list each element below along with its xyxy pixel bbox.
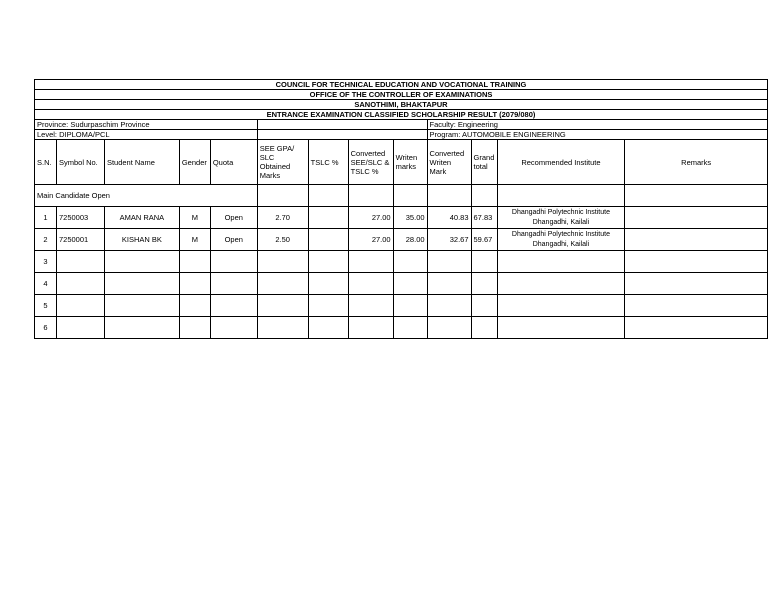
col-tslc: TSLC %: [308, 140, 348, 185]
table-row: 5: [35, 295, 768, 317]
info-blank: [257, 120, 427, 130]
program-label: Program: AUTOMOBILE ENGINEERING: [427, 130, 767, 140]
col-sn: S.N.: [35, 140, 57, 185]
col-written: Writen marks: [393, 140, 427, 185]
col-see: SEE GPA/ SLC Obtained Marks: [257, 140, 308, 185]
col-grand-total: Grand total: [471, 140, 497, 185]
info-blank: [257, 130, 427, 140]
province-label: Province: Sudurpaschim Province: [35, 120, 258, 130]
col-converted: Converted SEE/SLC & TSLC %: [348, 140, 393, 185]
table-row: 2 7250001 KISHAN BK M Open 2.50 27.00 28.00 32.67 59.67 Dhangadhi Polytechnic Institute Dhangadhi, Kailali: [35, 229, 768, 251]
col-symbol: Symbol No.: [56, 140, 104, 185]
table-row: 1 7250003 AMAN RANA M Open 2.70 27.00 35.00 40.83 67.83 Dhangadhi Polytechnic Institute Dhangadhi, Kailali: [35, 207, 768, 229]
col-name: Student Name: [104, 140, 179, 185]
institute-cell: Dhangadhi Polytechnic Institute Dhangadhi, Kailali: [497, 229, 625, 251]
col-gender: Gender: [179, 140, 210, 185]
institute-cell: Dhangadhi Polytechnic Institute Dhangadhi, Kailali: [497, 207, 625, 229]
result-table: [34, 79, 768, 339]
col-quota: Quota: [210, 140, 257, 185]
result-title: ENTRANCE EXAMINATION CLASSIFIED SCHOLARSHIP RESULT (2079/080): [35, 110, 768, 120]
table-row: 6: [35, 317, 768, 339]
council-title: COUNCIL FOR TECHNICAL EDUCATION AND VOCATIONAL TRAINING: [35, 80, 768, 90]
table-row: 3: [35, 251, 768, 273]
table-row: 4: [35, 273, 768, 295]
location-title: SANOTHIMI, BHAKTAPUR: [35, 100, 768, 110]
section-label: Main Candidate Open: [35, 185, 258, 207]
office-title: OFFICE OF THE CONTROLLER OF EXAMINATIONS: [35, 90, 768, 100]
col-conv-written: Converted Writen Mark: [427, 140, 471, 185]
col-remarks: Remarks: [625, 140, 768, 185]
faculty-label: Faculty: Engineering: [427, 120, 767, 130]
col-institute: Recommended Institute: [497, 140, 625, 185]
level-label: Level: DIPLOMA/PCL: [35, 130, 258, 140]
